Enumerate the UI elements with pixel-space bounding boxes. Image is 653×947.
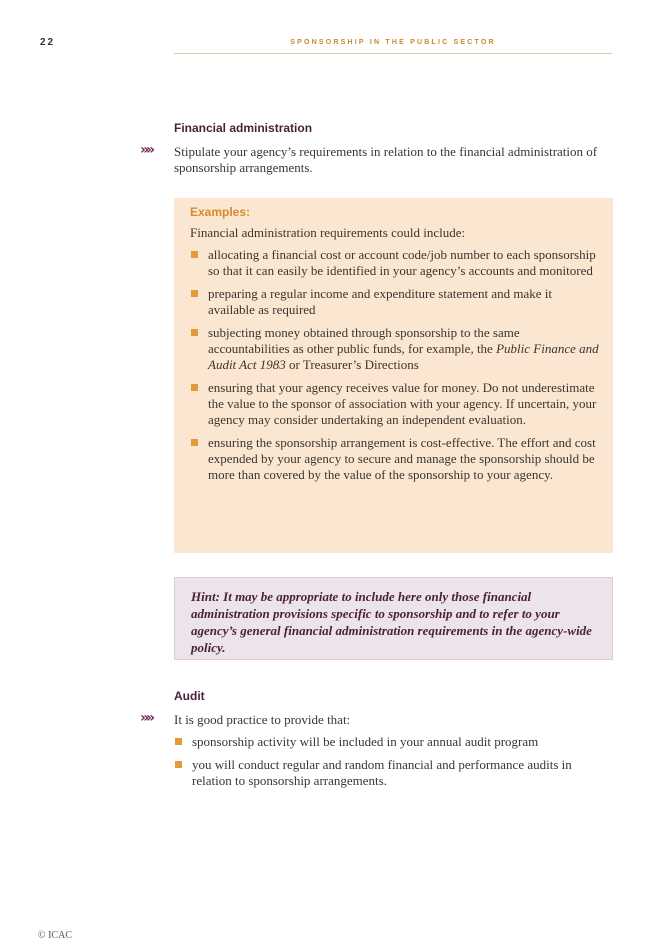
list-item-text: preparing a regular income and expenditure statement and make it available as required (208, 286, 552, 317)
audit-list (174, 734, 594, 796)
square-bullet-icon (175, 761, 182, 768)
square-bullet-icon (191, 384, 198, 391)
hint-text: Hint: It may be appropriate to include here only those financial administration provisions specific to sponsorship and to refer to your agency’s general financial administration requirements in the agency-wide policy. (191, 589, 592, 655)
list-item-text: you will conduct regular and random financial and performance audits in relation to sponsorship arrangements. (192, 757, 572, 788)
act-title: Public Finance and Audit Act 1983 (208, 341, 599, 372)
list-item (174, 734, 594, 750)
examples-list (190, 247, 599, 483)
list-item (190, 286, 599, 318)
square-bullet-icon (191, 329, 198, 336)
square-bullet-icon (191, 251, 198, 258)
footer-copyright: © ICAC (38, 930, 72, 941)
list-item (190, 247, 599, 279)
list-item-text-before: subjecting money obtained through sponsorship to the same accountabilities as other public funds, for example, the (208, 325, 520, 356)
hint-box (174, 577, 613, 660)
audit-intro: It is good practice to provide that: (174, 712, 351, 727)
page-number: 22 (40, 37, 56, 48)
header-rule (174, 53, 612, 54)
double-chevron-icon: »» (140, 142, 153, 158)
list-item (190, 435, 599, 483)
list-item-text: ensuring the sponsorship arrangement is cost-effective. The effort and cost expended by your agency to secure and manage the sponsorship should be more than covered by the value of the sponsorship to your agency. (208, 435, 596, 482)
running-header: SPONSORSHIP IN THE PUBLIC SECTOR (290, 39, 496, 46)
financial-admin-intro: Stipulate your agency’s requirements in relation to the financial administration of sponsorship arrangements. (174, 144, 598, 175)
list-item-text-after: or Treasurer’s Directions (285, 357, 419, 372)
list-item (174, 757, 594, 789)
double-chevron-icon: »» (140, 710, 153, 726)
examples-box (174, 198, 613, 553)
list-item-text: allocating a financial cost or account code/job number to each sponsorship so that it can easily be identified in your agency’s accounts and monitored (208, 247, 596, 278)
examples-intro: Financial administration requirements could include: (190, 225, 466, 240)
list-item (190, 325, 599, 373)
square-bullet-icon (175, 738, 182, 745)
square-bullet-icon (191, 290, 198, 297)
examples-title: Examples: (190, 205, 251, 219)
list-item (190, 380, 599, 428)
square-bullet-icon (191, 439, 198, 446)
audit-heading: Audit (174, 689, 205, 703)
list-item-text: sponsorship activity will be included in your annual audit program (192, 734, 539, 749)
financial-admin-heading: Financial administration (174, 121, 313, 135)
list-item-text: ensuring that your agency receives value for money. Do not underestimate the value to the sponsor of association with your agency. If uncertain, your agency may consider undertaking an independent evaluation. (208, 380, 597, 427)
